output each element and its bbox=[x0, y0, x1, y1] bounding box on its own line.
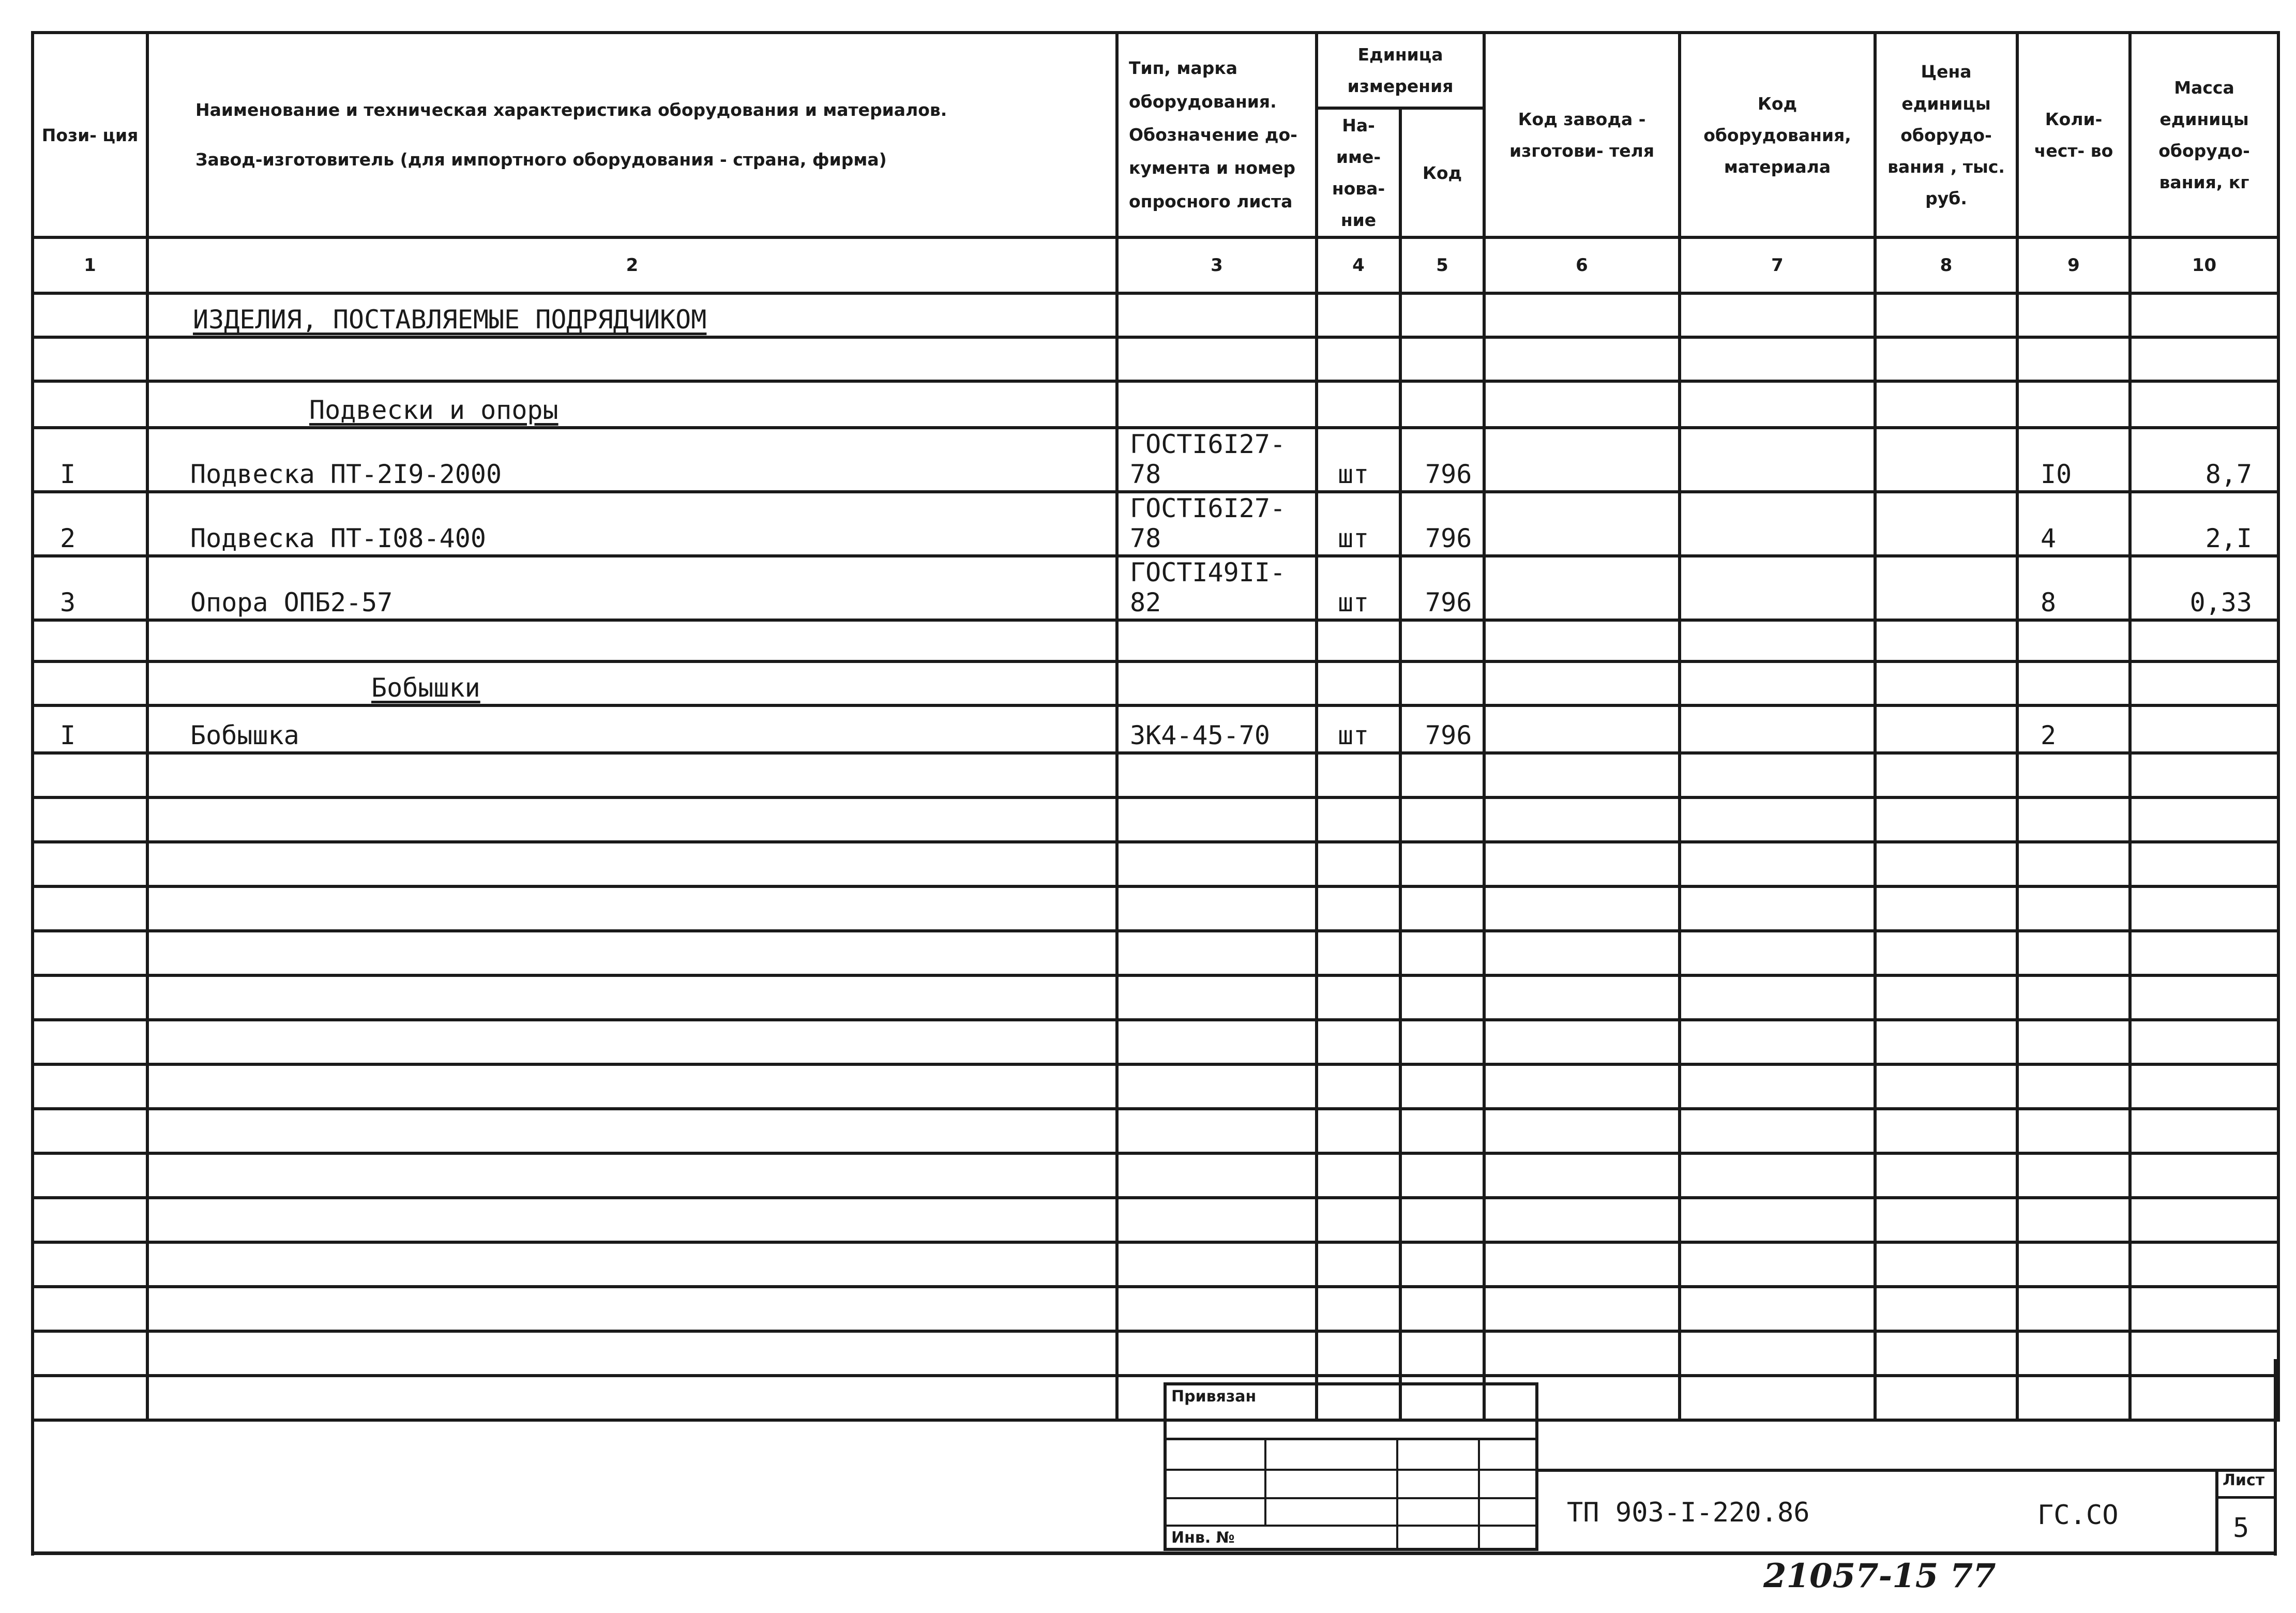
col-number: 8 bbox=[1875, 237, 2017, 293]
cell-name: Бобышка bbox=[147, 705, 1117, 753]
cell-name: Опора ОПБ2-57 bbox=[147, 556, 1117, 620]
sheet-label: Лист bbox=[2223, 1471, 2265, 1489]
table-row bbox=[33, 1020, 2278, 1064]
header-unit-group: Единица измерения bbox=[1317, 33, 1484, 108]
table-row bbox=[33, 337, 2278, 381]
table-row bbox=[33, 1109, 2278, 1153]
header-factory-code: Код завода - изготови- теля bbox=[1484, 33, 1680, 237]
header-position: Пози- ция bbox=[33, 33, 147, 237]
cell-code: 796 bbox=[1400, 492, 1484, 556]
cell-mass bbox=[2130, 705, 2278, 753]
cell-unit: шт bbox=[1317, 556, 1400, 620]
table-row bbox=[33, 492, 2278, 556]
cell-doc: ГОСТI6I27-78 bbox=[1117, 492, 1317, 556]
title-block-top bbox=[1538, 1469, 2277, 1472]
table-row bbox=[33, 1331, 2278, 1376]
frame-left bbox=[31, 1359, 34, 1556]
cell-position: 2 bbox=[33, 492, 147, 556]
sheet-box-divider bbox=[2215, 1496, 2277, 1499]
header-unit-name: На- име- нова- ние bbox=[1317, 108, 1400, 237]
table-row bbox=[33, 705, 2278, 753]
header-price: Цена единицы оборудо- вания , тыс. руб. bbox=[1875, 33, 2017, 237]
col-number: 10 bbox=[2130, 237, 2278, 293]
box-line bbox=[1164, 1525, 1538, 1527]
table-row bbox=[33, 556, 2278, 620]
header-type: Тип, марка оборудования. Обозначение до- кумента и номер опросного листа bbox=[1117, 33, 1317, 237]
table-row bbox=[33, 1153, 2278, 1198]
cell-quantity: 8 bbox=[2017, 556, 2130, 620]
box-line bbox=[1164, 1469, 1538, 1471]
archive-number: 21057-15 77 bbox=[1763, 1557, 1996, 1595]
col-number: 4 bbox=[1317, 237, 1400, 293]
table-row bbox=[33, 1376, 2278, 1420]
table-row bbox=[33, 1198, 2278, 1242]
cell-code: 796 bbox=[1400, 705, 1484, 753]
cell-doc: 3К4-45-70 bbox=[1117, 705, 1317, 753]
cell-quantity: 2 bbox=[2017, 705, 2130, 753]
header-mass: Масса единицы оборудо- вания, кг bbox=[2130, 33, 2278, 237]
cell-code: 796 bbox=[1400, 556, 1484, 620]
table-row bbox=[33, 886, 2278, 931]
col-number: 6 bbox=[1484, 237, 1680, 293]
col-number: 1 bbox=[33, 237, 147, 293]
cell-doc: ГОСТI49II-82 bbox=[1117, 556, 1317, 620]
table-row bbox=[33, 620, 2278, 661]
header-unit-code: Код bbox=[1400, 108, 1484, 237]
cell-mass: 8,7 bbox=[2130, 428, 2278, 492]
table-row bbox=[33, 1287, 2278, 1331]
box-line bbox=[1164, 1497, 1538, 1499]
table-row bbox=[33, 842, 2278, 886]
table-row bbox=[33, 797, 2278, 842]
cell-unit: шт bbox=[1317, 492, 1400, 556]
cell-position: I bbox=[33, 428, 147, 492]
header-name bbox=[147, 33, 1117, 237]
cell-unit: шт bbox=[1317, 705, 1400, 753]
cell-position: I bbox=[33, 705, 147, 753]
cell-name: Подвеска ПТ-2I9-2000 bbox=[147, 428, 1117, 492]
cell-doc: ГОСТI6I27-78 bbox=[1117, 428, 1317, 492]
box-line bbox=[1396, 1438, 1398, 1551]
document-code: ТП 903-I-220.86 bbox=[1567, 1497, 1810, 1528]
table-row bbox=[33, 661, 2278, 705]
table-row bbox=[33, 381, 2278, 428]
col-number: 2 bbox=[147, 237, 1117, 293]
box-line bbox=[1478, 1438, 1480, 1551]
header-quantity: Коли- чест- во bbox=[2017, 33, 2130, 237]
table-row bbox=[33, 753, 2278, 797]
cell-code: 796 bbox=[1400, 428, 1484, 492]
specification-table bbox=[31, 31, 2280, 1422]
cell-position: 3 bbox=[33, 556, 147, 620]
sheet-number: 5 bbox=[2233, 1513, 2249, 1544]
header-name-line1: Наименование и техническая характеристика оборудования и материалов. bbox=[195, 100, 947, 120]
cell-name: Подвеска ПТ-I08-400 bbox=[147, 492, 1117, 556]
group-title: Подвески и опоры bbox=[147, 381, 1117, 428]
col-number: 5 bbox=[1400, 237, 1484, 293]
cell-unit: шт bbox=[1317, 428, 1400, 492]
table-row bbox=[33, 1242, 2278, 1287]
table-row bbox=[33, 931, 2278, 975]
header-equipment-code: Код оборудования, материала bbox=[1680, 33, 1875, 237]
table-row bbox=[33, 975, 2278, 1020]
group-title: Бобышки bbox=[147, 661, 1117, 705]
header-name-line2: Завод-изготовитель (для импортного оборудования - страна, фирма) bbox=[195, 149, 887, 170]
table-row bbox=[33, 1064, 2278, 1109]
col-number: 7 bbox=[1680, 237, 1875, 293]
table-row bbox=[33, 428, 2278, 492]
col-number: 3 bbox=[1117, 237, 1317, 293]
col-number: 9 bbox=[2017, 237, 2130, 293]
inventory-label: Инв. № bbox=[1171, 1529, 1235, 1547]
attached-label: Привязан bbox=[1171, 1388, 1257, 1406]
table-row bbox=[33, 293, 2278, 337]
frame-right bbox=[2274, 1359, 2277, 1556]
document-section: ГС.СО bbox=[2037, 1500, 2119, 1531]
cell-mass: 0,33 bbox=[2130, 556, 2278, 620]
sheet-box-divider bbox=[2215, 1469, 2218, 1554]
cell-mass: 2,I bbox=[2130, 492, 2278, 556]
cell-quantity: I0 bbox=[2017, 428, 2130, 492]
box-line bbox=[1264, 1438, 1266, 1525]
frame-bottom bbox=[31, 1551, 2277, 1555]
box-line bbox=[1164, 1438, 1538, 1440]
cell-quantity: 4 bbox=[2017, 492, 2130, 556]
section-title: ИЗДЕЛИЯ, ПОСТАВЛЯЕМЫЕ ПОДРЯДЧИКОМ bbox=[147, 293, 1117, 337]
